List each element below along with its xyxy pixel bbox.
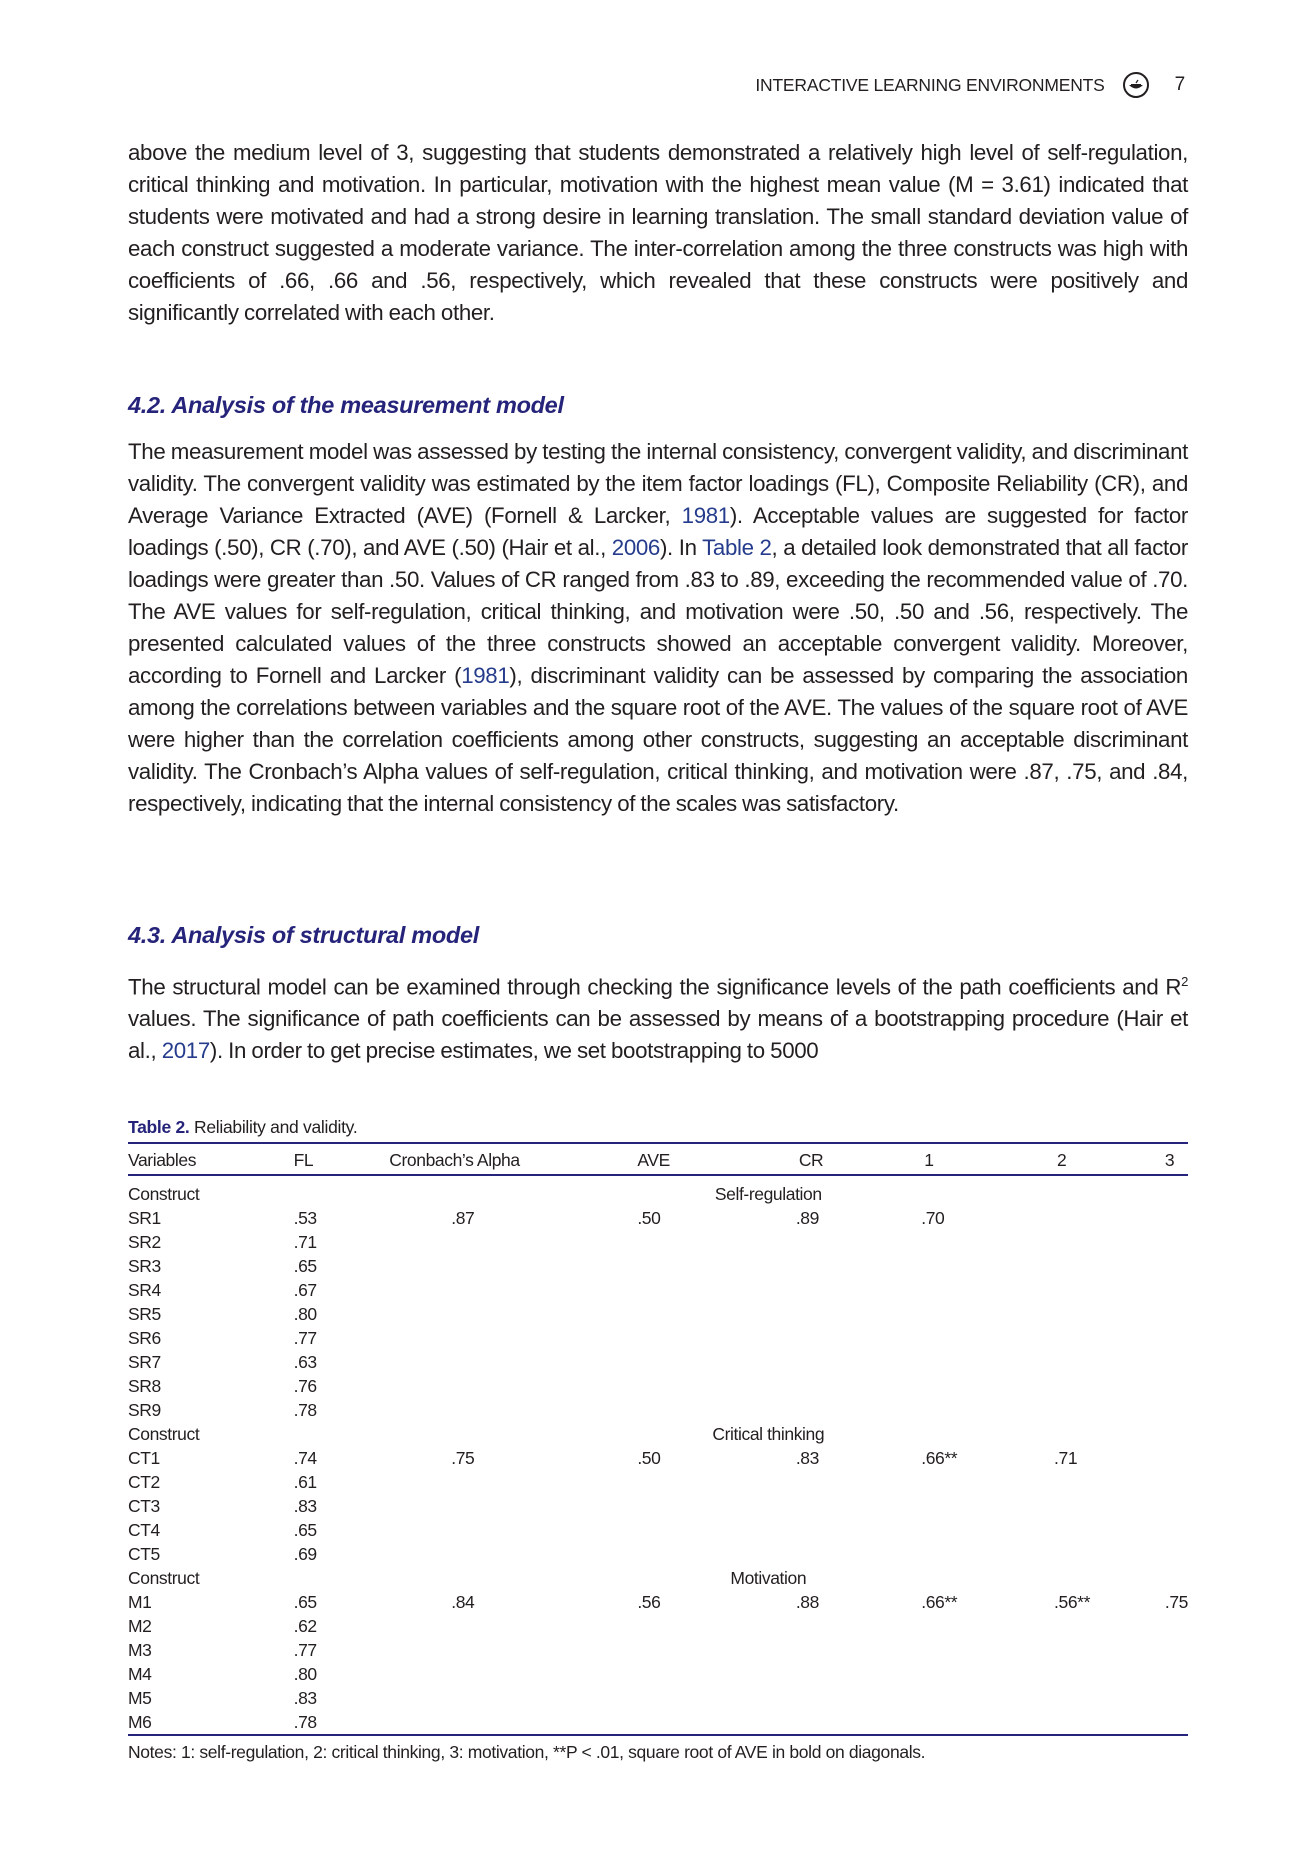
table-row — [128, 1398, 1188, 1422]
empty-cell — [1032, 1518, 1165, 1542]
table-row — [128, 1302, 1188, 1326]
empty-cell — [1032, 1662, 1165, 1686]
item-id: CT3 — [128, 1496, 160, 1516]
empty-cell — [1165, 1254, 1188, 1278]
empty-cell — [389, 1614, 637, 1638]
publisher-lamp-icon — [1123, 72, 1149, 98]
empty-cell — [1165, 1614, 1188, 1638]
ave-value: .50 — [637, 1448, 661, 1468]
empty-cell — [899, 1662, 1032, 1686]
empty-cell — [1165, 1350, 1188, 1374]
item-id: SR5 — [128, 1304, 161, 1324]
empty-cell — [389, 1230, 637, 1254]
empty-cell — [1165, 1518, 1188, 1542]
factor-loading: .80 — [293, 1664, 317, 1684]
table-notes: Notes: 1: self-regulation, 2: critical thinking, 3: motivation, **P < .01, square root of AVE in bold on diagonals. — [128, 1742, 926, 1762]
empty-cell — [1032, 1470, 1165, 1494]
text-run: ). In order to get precise estimates, we set bootstrapping to 5000 — [209, 1038, 819, 1064]
col-header: AVE — [637, 1143, 733, 1175]
item-id: SR6 — [128, 1328, 161, 1348]
item-id: CT2 — [128, 1472, 160, 1492]
table-row — [128, 1206, 1188, 1230]
text-run: The measurement model was assessed by testing the internal consistency, convergent validity, and discriminant validity. The convergent validity was estimated by the item factor loadings (FL), Composite Reliability (CR), and Average Variance Extracted (AVE) (Fornell & Larcker, — [128, 439, 1188, 528]
factor-loading: .78 — [293, 1400, 317, 1420]
empty-cell — [637, 1542, 733, 1566]
empty-cell — [1032, 1278, 1165, 1302]
empty-cell — [637, 1278, 733, 1302]
item-id: SR3 — [128, 1256, 161, 1276]
running-header — [755, 70, 1185, 100]
empty-cell — [899, 1422, 1032, 1446]
factor-loading: .65 — [293, 1520, 317, 1540]
intro-block — [128, 137, 1188, 329]
col-header: 3 — [1165, 1143, 1188, 1175]
table-body — [128, 1175, 1188, 1735]
correlation-1: .66** — [921, 1592, 958, 1612]
empty-cell — [637, 1398, 733, 1422]
col-header: CR — [734, 1143, 899, 1175]
factor-loading: .78 — [272, 1710, 390, 1735]
empty-cell — [389, 1662, 637, 1686]
empty-cell — [1032, 1230, 1165, 1254]
text-run: ). Acceptable values are suggested for factor loadings (.50), CR (.70), and AVE (.50) (Hair et al., — [128, 503, 1188, 560]
factor-loading: .61 — [293, 1472, 317, 1492]
item-id: M3 — [128, 1640, 152, 1660]
table-title: Reliability and validity. — [189, 1117, 358, 1137]
item-id: SR8 — [128, 1376, 161, 1396]
table-row — [128, 1638, 1188, 1662]
empty-cell — [1165, 1638, 1188, 1662]
table-row — [128, 1278, 1188, 1302]
factor-loading: .62 — [293, 1616, 317, 1636]
text-run: The structural model can be examined through checking the significance levels of the path coefficients and R — [128, 974, 1182, 1000]
factor-loading: .74 — [293, 1448, 317, 1468]
table-label: Table 2. — [128, 1117, 190, 1137]
empty-cell — [899, 1470, 1032, 1494]
structural-model-paragraph — [128, 966, 1188, 1067]
correlation-3 — [1165, 1446, 1188, 1470]
empty-cell — [1165, 1374, 1188, 1398]
table-row — [128, 1230, 1188, 1254]
empty-cell — [637, 1614, 733, 1638]
table-row — [128, 1542, 1188, 1566]
empty-cell — [1165, 1422, 1188, 1446]
table-row — [128, 1446, 1188, 1470]
empty-cell — [899, 1542, 1032, 1566]
empty-cell — [1032, 1710, 1165, 1735]
ave-value: .56 — [637, 1592, 661, 1612]
factor-loading: .65 — [293, 1256, 317, 1276]
empty-cell — [734, 1710, 899, 1735]
empty-cell — [734, 1350, 899, 1374]
factor-loading: .77 — [293, 1328, 317, 1348]
empty-cell — [734, 1326, 899, 1350]
empty-cell — [389, 1350, 637, 1374]
empty-cell — [1165, 1470, 1188, 1494]
empty-cell — [899, 1374, 1032, 1398]
table-row — [128, 1350, 1188, 1374]
table-caption — [128, 1117, 1188, 1138]
correlation-1: .70 — [921, 1208, 945, 1228]
item-id: SR7 — [128, 1352, 161, 1372]
empty-cell — [1032, 1374, 1165, 1398]
empty-cell — [1165, 1230, 1188, 1254]
construct-name: Critical thinking — [712, 1424, 825, 1444]
table-row — [128, 1494, 1188, 1518]
superscript: 2 — [1181, 974, 1188, 989]
cronbach-alpha: .75 — [451, 1448, 475, 1468]
empty-cell — [389, 1374, 637, 1398]
construct-name: Self-regulation — [714, 1184, 822, 1204]
empty-cell — [389, 1278, 637, 1302]
item-id: SR1 — [128, 1208, 161, 1228]
table-link[interactable]: Table 2 — [702, 535, 772, 560]
section-heading: 4.3. Analysis of structural model — [128, 922, 479, 948]
table-row — [128, 1662, 1188, 1686]
item-id: M2 — [128, 1616, 152, 1636]
factor-loading: .80 — [293, 1304, 317, 1324]
text-run: , a detailed look demonstrated that all factor loadings were greater than .50. Values of CR ranged from .83 to .89, exceeding the recommended value of .70. The AVE values for self-regulation, critical thinking, and motivation were .50, .50 and .56, respectively. The presented calculated values of the three constructs showed an acceptable convergent validity. Moreover, according to Fornell and Larcker ( — [128, 535, 1188, 688]
table-row — [128, 1710, 1188, 1735]
empty-cell — [1032, 1350, 1165, 1374]
empty-cell — [637, 1254, 733, 1278]
table-row — [128, 1686, 1188, 1710]
empty-cell — [637, 1350, 733, 1374]
empty-cell — [389, 1398, 637, 1422]
correlation-3 — [1165, 1206, 1188, 1230]
empty-cell — [637, 1230, 733, 1254]
citation-link[interactable]: 1981 — [461, 663, 510, 688]
text-run: values. The significance of path coefficients can be assessed by means of a bootstrapping procedure (Hair et al., — [128, 1006, 1188, 1064]
empty-cell — [389, 1638, 637, 1662]
empty-cell — [899, 1398, 1032, 1422]
empty-cell — [389, 1302, 637, 1326]
empty-cell — [734, 1638, 899, 1662]
text-run: ), discriminant validity can be assessed by comparing the association among the correlations between variables and the square root of the AVE. The values of the square root of AVE were higher than the correlation coefficients among other constructs, suggesting an acceptable discriminant validity. The Cronbach’s Alpha values of self-regulation, critical thinking, and motivation were .87, .75, and .84, respectively, indicating that the internal consistency of the scales was satisfactory. — [128, 663, 1188, 816]
intro-paragraph: above the medium level of 3, suggesting that students demonstrated a relatively high level of self-regulation, critical thinking and motivation. In particular, motivation with the highest mean value (M = 3.61) indicated that students were motivated and had a strong desire in learning translation. The small standard deviation value of each construct suggested a moderate variance. The inter-correlation among the three constructs was high with coefficients of .66, .66 and .56, respectively, which revealed that these constructs were positively and significantly correlated with each other. — [128, 140, 1188, 325]
empty-cell — [734, 1686, 899, 1710]
cr-value: .88 — [795, 1592, 819, 1612]
section-4-3 — [128, 922, 1188, 1067]
empty-cell — [637, 1302, 733, 1326]
section-4-2 — [128, 392, 1188, 820]
empty-cell — [1165, 1326, 1188, 1350]
empty-cell — [389, 1175, 637, 1206]
construct-label: Construct — [128, 1184, 200, 1204]
factor-loading: .65 — [293, 1592, 317, 1612]
empty-cell — [899, 1686, 1032, 1710]
empty-cell — [899, 1254, 1032, 1278]
item-id: CT5 — [128, 1544, 160, 1564]
construct-label: Construct — [128, 1568, 200, 1588]
empty-cell — [899, 1278, 1032, 1302]
table-row — [128, 1590, 1188, 1614]
empty-cell — [1032, 1686, 1165, 1710]
empty-cell — [1165, 1542, 1188, 1566]
empty-cell — [1165, 1302, 1188, 1326]
construct-row — [128, 1422, 1188, 1446]
table-row — [128, 1374, 1188, 1398]
text-run: ). In — [659, 535, 703, 560]
empty-cell — [899, 1230, 1032, 1254]
empty-cell — [734, 1470, 899, 1494]
factor-loading: .69 — [293, 1544, 317, 1564]
cr-value: .89 — [795, 1208, 819, 1228]
empty-cell — [1032, 1326, 1165, 1350]
empty-cell — [899, 1518, 1032, 1542]
empty-cell — [389, 1542, 637, 1566]
empty-cell — [389, 1254, 637, 1278]
reliability-table — [128, 1142, 1188, 1736]
factor-loading: .63 — [293, 1352, 317, 1372]
factor-loading: .83 — [293, 1688, 317, 1708]
empty-cell — [637, 1686, 733, 1710]
empty-cell — [1032, 1302, 1165, 1326]
empty-cell — [734, 1254, 899, 1278]
empty-cell — [1032, 1614, 1165, 1638]
factor-loading: .53 — [293, 1208, 317, 1228]
factor-loading: .71 — [293, 1232, 317, 1252]
correlation-3: .75 — [1164, 1592, 1188, 1612]
table-row — [128, 1470, 1188, 1494]
empty-cell — [899, 1566, 1032, 1590]
empty-cell — [734, 1398, 899, 1422]
citation-link[interactable]: 2006 — [611, 535, 660, 560]
empty-cell — [1165, 1398, 1188, 1422]
item-id: M4 — [128, 1664, 152, 1684]
empty-cell — [272, 1175, 390, 1206]
empty-cell — [1032, 1422, 1165, 1446]
empty-cell — [1032, 1542, 1165, 1566]
empty-cell — [734, 1374, 899, 1398]
empty-cell — [1032, 1566, 1165, 1590]
empty-cell — [899, 1350, 1032, 1374]
empty-cell — [1165, 1566, 1188, 1590]
cronbach-alpha: .87 — [451, 1208, 475, 1228]
empty-cell — [1165, 1278, 1188, 1302]
table-row — [128, 1614, 1188, 1638]
empty-cell — [1032, 1398, 1165, 1422]
empty-cell — [389, 1470, 637, 1494]
empty-cell — [1032, 1175, 1165, 1206]
cr-value: .83 — [795, 1448, 819, 1468]
item-id: M5 — [128, 1688, 152, 1708]
table-row — [128, 1254, 1188, 1278]
item-id: CT1 — [128, 1448, 160, 1468]
empty-cell — [272, 1422, 390, 1446]
empty-cell — [389, 1422, 637, 1446]
empty-cell — [1165, 1662, 1188, 1686]
empty-cell — [389, 1710, 637, 1735]
correlation-2: .71 — [1054, 1448, 1078, 1468]
empty-cell — [637, 1662, 733, 1686]
empty-cell — [899, 1614, 1032, 1638]
empty-cell — [637, 1710, 733, 1735]
col-header: Variables — [128, 1143, 272, 1175]
empty-cell — [1165, 1710, 1188, 1735]
table-header-row — [128, 1143, 1188, 1175]
empty-cell — [637, 1638, 733, 1662]
col-header: 2 — [1032, 1143, 1165, 1175]
construct-row — [128, 1566, 1188, 1590]
empty-cell — [1032, 1494, 1165, 1518]
empty-cell — [389, 1326, 637, 1350]
table-2 — [128, 1117, 1188, 1763]
measurement-model-paragraph — [128, 436, 1188, 820]
empty-cell — [899, 1175, 1032, 1206]
empty-cell — [899, 1302, 1032, 1326]
empty-cell — [637, 1326, 733, 1350]
empty-cell — [389, 1518, 637, 1542]
col-header: 1 — [899, 1143, 1032, 1175]
correlation-2 — [1032, 1206, 1165, 1230]
empty-cell — [1165, 1494, 1188, 1518]
citation-link[interactable]: 1981 — [681, 503, 730, 528]
table-row — [128, 1518, 1188, 1542]
empty-cell — [1032, 1254, 1165, 1278]
item-id: SR2 — [128, 1232, 161, 1252]
empty-cell — [734, 1518, 899, 1542]
empty-cell — [389, 1686, 637, 1710]
empty-cell — [637, 1494, 733, 1518]
empty-cell — [637, 1374, 733, 1398]
empty-cell — [734, 1662, 899, 1686]
empty-cell — [389, 1494, 637, 1518]
empty-cell — [272, 1566, 390, 1590]
col-header: Cronbach’s Alpha — [389, 1143, 637, 1175]
empty-cell — [637, 1518, 733, 1542]
empty-cell — [1032, 1638, 1165, 1662]
journal-title: INTERACTIVE LEARNING ENVIRONMENTS — [755, 74, 1105, 95]
col-header: FL — [272, 1143, 390, 1175]
empty-cell — [899, 1638, 1032, 1662]
empty-cell — [734, 1542, 899, 1566]
empty-cell — [637, 1470, 733, 1494]
page-number: 7 — [1174, 74, 1185, 95]
empty-cell — [899, 1710, 1032, 1735]
ave-value: .50 — [637, 1208, 661, 1228]
empty-cell — [1165, 1686, 1188, 1710]
item-id: SR9 — [128, 1400, 161, 1420]
table-row — [128, 1326, 1188, 1350]
empty-cell — [899, 1326, 1032, 1350]
empty-cell — [734, 1614, 899, 1638]
factor-loading: .77 — [293, 1640, 317, 1660]
factor-loading: .67 — [293, 1280, 317, 1300]
correlation-2: .56** — [1054, 1592, 1090, 1612]
item-id: M6 — [128, 1710, 272, 1735]
construct-row — [128, 1175, 1188, 1206]
construct-label: Construct — [128, 1424, 200, 1444]
citation-link[interactable]: 2017 — [161, 1038, 210, 1064]
empty-cell — [899, 1494, 1032, 1518]
item-id: CT4 — [128, 1520, 160, 1540]
empty-cell — [734, 1278, 899, 1302]
section-heading: 4.2. Analysis of the measurement model — [128, 392, 564, 418]
item-id: M1 — [128, 1592, 152, 1612]
empty-cell — [734, 1230, 899, 1254]
construct-name: Motivation — [730, 1568, 807, 1588]
empty-cell — [734, 1302, 899, 1326]
factor-loading: .76 — [293, 1376, 317, 1396]
empty-cell — [734, 1494, 899, 1518]
empty-cell — [1165, 1175, 1188, 1206]
correlation-1: .66** — [921, 1448, 958, 1468]
factor-loading: .83 — [293, 1496, 317, 1516]
empty-cell — [389, 1566, 637, 1590]
cronbach-alpha: .84 — [451, 1592, 475, 1612]
item-id: SR4 — [128, 1280, 161, 1300]
